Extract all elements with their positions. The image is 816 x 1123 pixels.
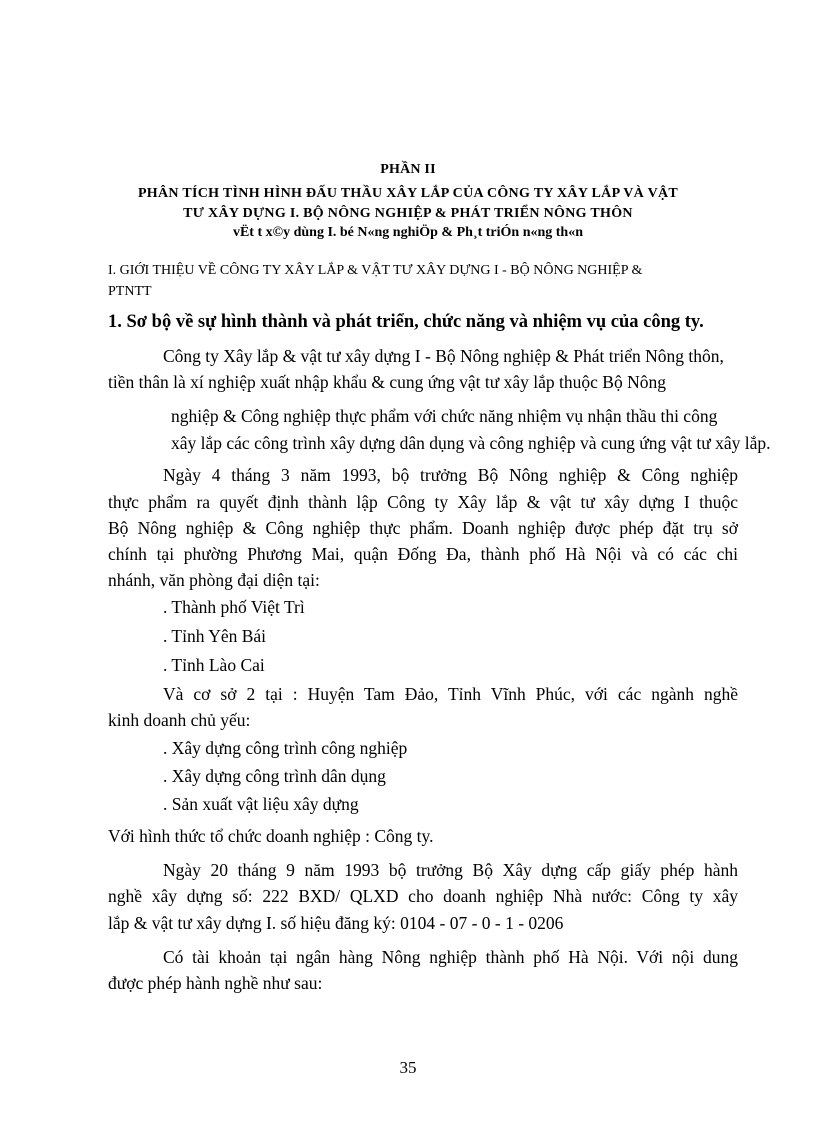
para3-line2: kinh doanh chủ yếu: xyxy=(108,710,251,730)
para2-line3: Bộ Nông nghiệp & Công nghiệp thực phẩm. Doanh nghiệp được phép đặt trụ sở xyxy=(108,518,738,538)
para2-line1: Ngày 4 tháng 3 năm 1993, bộ trưởng Bộ Nông nghiệp & Công nghiệp xyxy=(163,465,738,485)
para5-line2: được phép hành nghề như sau: xyxy=(108,973,323,993)
org-form: Với hình thức tổ chức doanh nghiệp : Công ty. xyxy=(108,826,434,846)
business-line-item: . Xây dựng công trình công nghiệp xyxy=(163,738,408,758)
para1-line1: Công ty Xây lắp & vật tư xây dựng I - Bộ Nông nghiệp & Phát triển Nông thôn, xyxy=(163,346,724,366)
branch-item: . Thành phố Việt Trì xyxy=(163,597,305,617)
business-line-item: . Sản xuất vật liệu xây dựng xyxy=(163,794,359,814)
para5-line1: Có tài khoản tại ngân hàng Nông nghiệp thành phố Hà Nội. Với nội dung xyxy=(163,947,738,967)
para1-line3: nghiệp & Công nghiệp thực phẩm với chức năng nhiệm vụ nhận thầu thi công xyxy=(171,406,718,426)
section-heading-line-2: PTNTT xyxy=(108,284,152,299)
para2-line4: chính tại phường Phương Mai, quận Đống Đa, thành phố Hà Nội và có các chi xyxy=(108,544,738,564)
page-number: 35 xyxy=(399,1058,417,1077)
title-line-2: TƯ XÂY DỰNG I. BỘ NÔNG NGHIỆP & PHÁT TRIỂN NÔNG THÔN xyxy=(183,206,633,221)
branch-item: . Tỉnh Lào Cai xyxy=(163,655,265,675)
title-line-3: vËt t x©y dùng I. bé N«ng nghiÖp & Ph¸t triÓn n«ng th«n xyxy=(232,225,584,240)
part-label: PHẦN II xyxy=(380,162,436,177)
para2-line5: nhánh, văn phòng đại diện tại: xyxy=(108,570,320,590)
para4-line1: Ngày 20 tháng 9 năm 1993 bộ trưởng Bộ Xây dựng cấp giấy phép hành xyxy=(163,860,738,880)
para2-line2: thực phẩm ra quyết định thành lập Công ty Xây lắp & vật tư xây dựng I thuộc xyxy=(108,492,738,512)
business-line-item: . Xây dựng công trình dân dụng xyxy=(163,766,386,786)
section-heading-line-1: I. GIỚI THIỆU VỀ CÔNG TY XÂY LẮP & VẬT TƯ XÂY DỰNG I - BỘ NÔNG NGHIỆP & xyxy=(108,263,643,278)
branch-item: . Tỉnh Yên Bái xyxy=(163,626,267,646)
title-line-1: PHÂN TÍCH TÌNH HÌNH ĐẤU THẦU XÂY LẮP CỦA CÔNG TY XÂY LẮP VÀ VẬT xyxy=(137,186,679,201)
para3-line1: Và cơ sở 2 tại : Huyện Tam Đảo, Tỉnh Vĩnh Phúc, với các ngành nghề xyxy=(163,684,738,704)
para1-line4: xây lắp các công trình xây dựng dân dụng và công nghiệp và cung ứng vật tư xây lắp. xyxy=(171,433,771,453)
para4-line3: lắp & vật tư xây dựng I. số hiệu đăng ký: 0104 - 07 - 0 - 1 - 0206 xyxy=(108,913,564,933)
para1-line2: tiền thân là xí nghiệp xuất nhập khẩu & cung ứng vật tư xây lắp thuộc Bộ Nông xyxy=(108,372,666,392)
para4-line2: nghề xây dựng số: 222 BXD/ QLXD cho doanh nghiệp Nhà nước: Công ty xây xyxy=(108,886,738,906)
subheading: 1. Sơ bộ về sự hình thành và phát triển, chức năng và nhiệm vụ của công ty. xyxy=(108,312,704,332)
